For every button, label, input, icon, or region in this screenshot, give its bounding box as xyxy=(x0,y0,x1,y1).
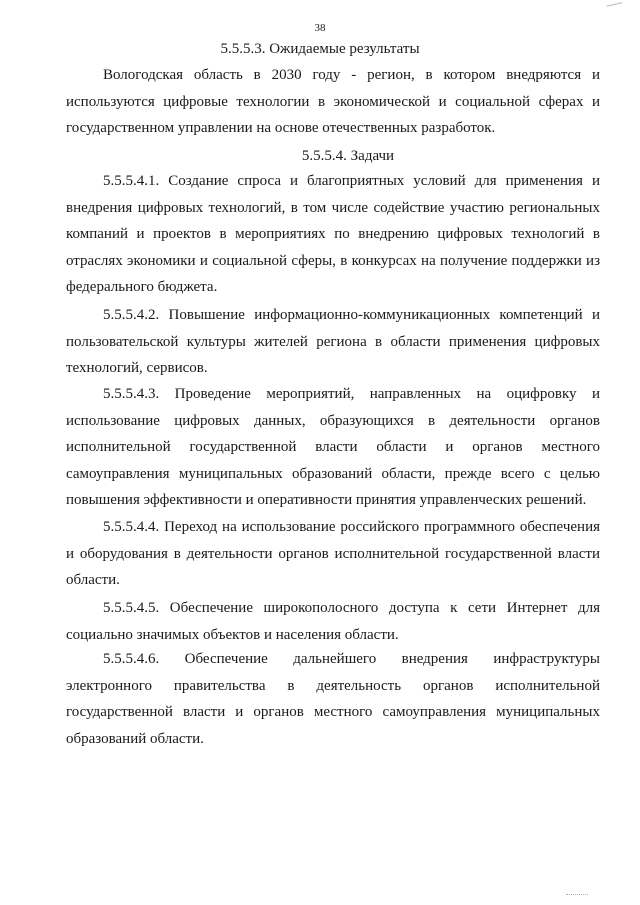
task-paragraph: 5.5.5.4.1. Создание спроса и благоприятных условий для применения и внедрения цифровых технологий, в том числе содействие участию региональных компаний и проектов в мероприятиях по внедрению цифровых технологий в отраслях экономики и социальной сферы, в конкурсах на получение поддержки из федерального бюджета. xyxy=(66,173,600,295)
task-paragraph: 5.5.5.4.6. Обеспечение дальнейшего внедрения инфраструктуры электронного правительства в деятельность органов исполнительной государственной власти и органов местного самоуправления муниципальных образований области. xyxy=(66,651,600,747)
page-number: 38 xyxy=(314,22,326,34)
scan-mark-bottom xyxy=(566,894,588,897)
task-paragraph: 5.5.5.4.4. Переход на использование российского программного обеспечения и оборудования в деятельности органов исполнительной государственной власти области. xyxy=(66,519,600,588)
task-paragraph: 5.5.5.4.3. Проведение мероприятий, направленных на оцифровку и использование цифровых данных, образующихся в деятельности органов исполнительной государственной власти области и органов местного самоуправления муниципальных образований области, прежде всего с целью повышения эффективности и оперативности принятия управленческих решений. xyxy=(66,386,600,508)
scan-mark xyxy=(606,0,623,7)
expected-results-paragraph: Вологодская область в 2030 году - регион, в котором внедряются и используются цифровые технологии в экономической и социальной сферах и государственном управлении на основе отечественных разработок. xyxy=(66,67,600,136)
section-heading-tasks: 5.5.5.4. Задачи xyxy=(301,148,395,164)
section-heading-expected-results: 5.5.5.3. Ожидаемые результаты xyxy=(220,41,420,57)
task-paragraph: 5.5.5.4.2. Повышение информационно-коммуникационных компетенций и пользовательской культуры жителей региона в области применения цифровых технологий, сервисов. xyxy=(66,307,600,376)
task-paragraph: 5.5.5.4.5. Обеспечение широкополосного доступа к сети Интернет для социально значимых объектов и населения области. xyxy=(66,600,600,643)
